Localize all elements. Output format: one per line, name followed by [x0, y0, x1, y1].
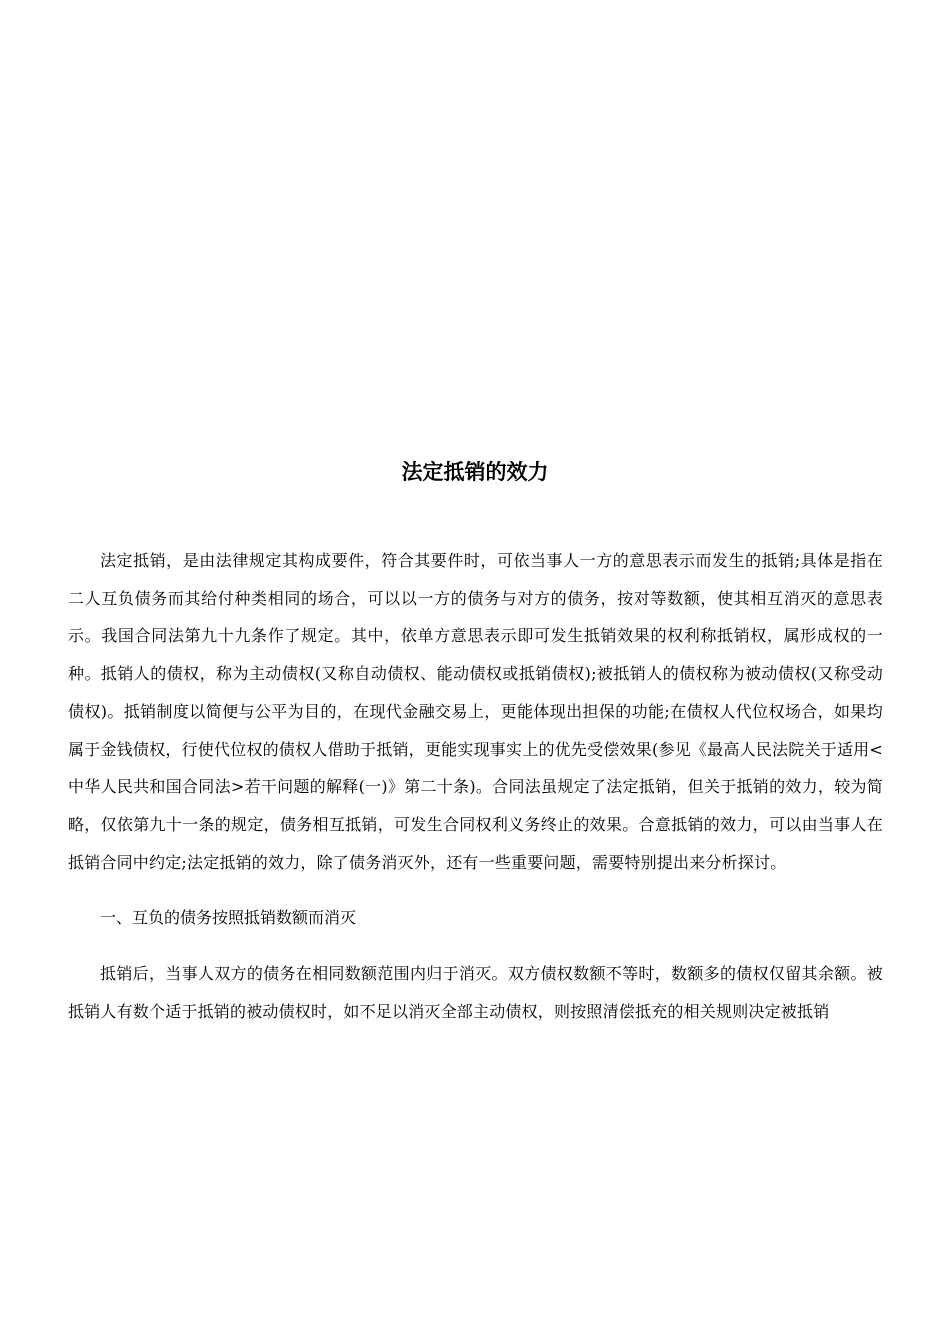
paragraph-section-1: 抵销后，当事人双方的债务在相同数额范围内归于消灭。双方债权数额不等时，数额多的债权仅留其余额。被抵销人有数个适于抵销的被动债权时，如不足以消灭全部主动债权，则按照清偿抵充的相关规则决定被抵销 — [68, 964, 883, 1021]
paragraph-intro: 法定抵销，是由法律规定其构成要件，符合其要件时，可依当事人一方的意思表示而发生的抵销;具体是指在二人互负债务而其给付种类相同的场合，可以以一方的债务与对方的债务，按对等数额，使其相互消灭的意思表示。我国合同法第九十九条作了规定。其中，依单方意思表示即可发生抵销效果的权利称抵销权，属形成权的一种。抵销人的债权，称为主动债权(又称自动债权、能动债权或抵销债权);被抵销人的债权称为被动债权(又称受动债权)。抵销制度以简便与公平为目的，在现代金融交易上，更能体现出担保的功能;在债权人代位权场合，如果均属于金钱债权，行使代位权的债权人借助于抵销，更能实现事实上的优先受偿效果(参见《最高人民法院关于适用<中华人民共和国合同法>若干问题的解释(一)》第二十条)。合同法虽规定了法定抵销，但关于抵销的效力，较为简略，仅依第九十一条的规定，债务相互抵销，可发生合同权利义务终止的效果。合意抵销的效力，可以由当事人在抵销合同中约定;法定抵销的效力，除了债务消灭外，还有一些重要问题，需要特别提出来分析探讨。 — [68, 551, 883, 872]
section-heading: 一、互负的债务按照抵销数额而消灭 — [100, 908, 357, 928]
document-body — [68, 542, 883, 1030]
document-title: 法定抵销的效力 — [401, 460, 549, 484]
